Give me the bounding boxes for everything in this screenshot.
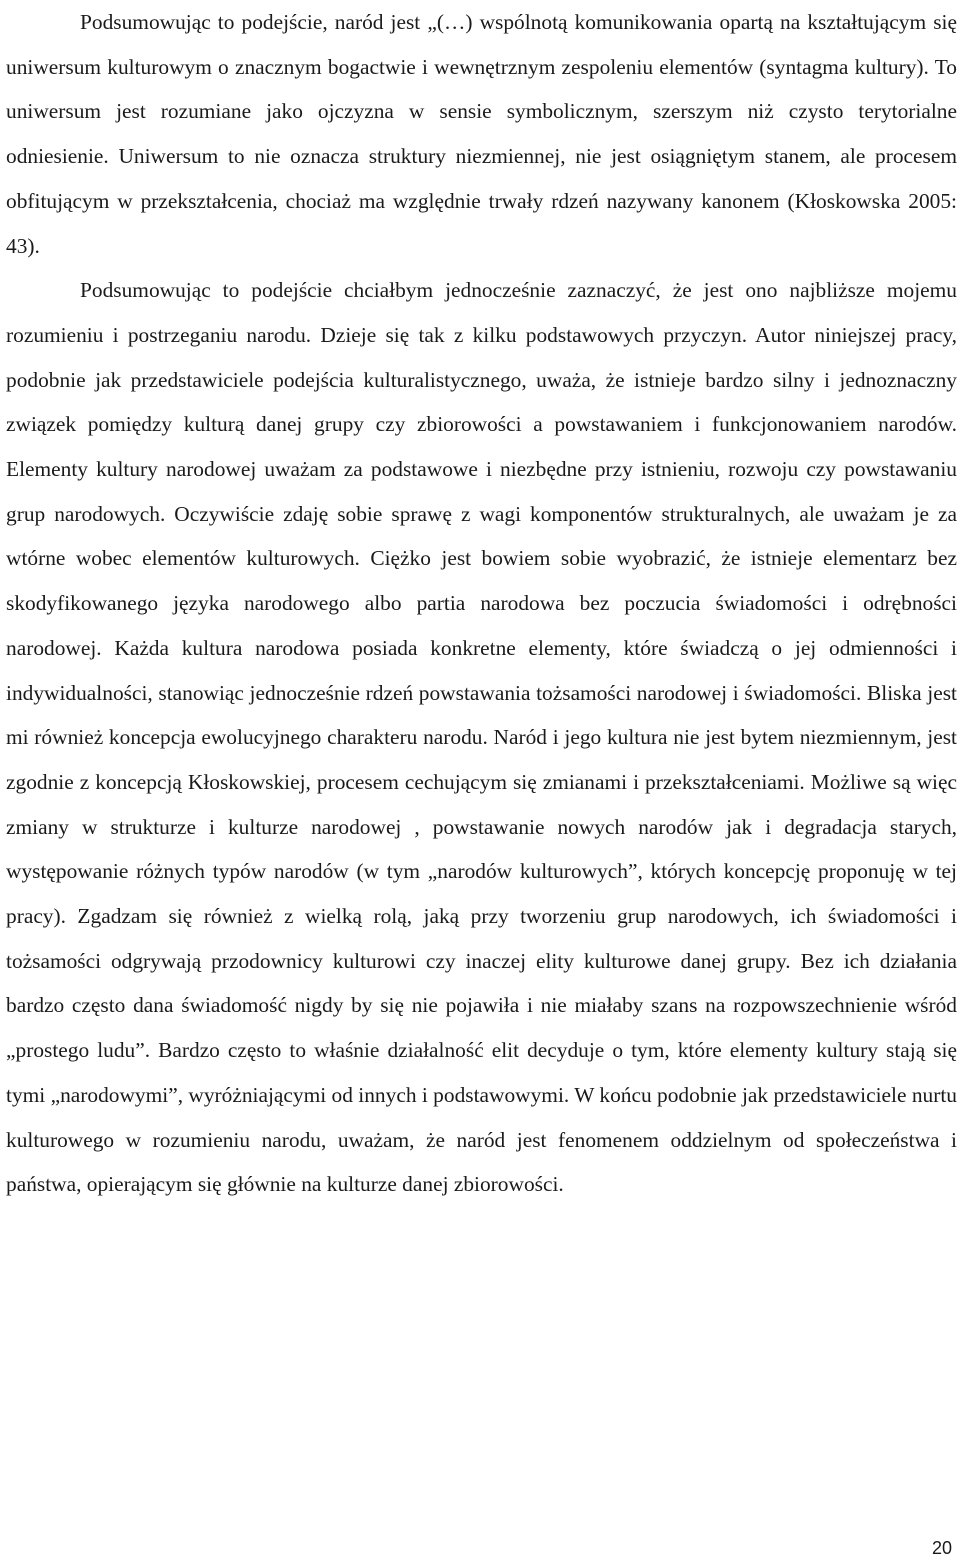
paragraph-2: Podsumowując to podejście chciałbym jednocześnie zaznaczyć, że jest ono najbliższe mojemu rozumieniu i postrzeganiu narodu. Dzieje się tak z kilku podstawowych przyczyn. Autor niniejszej pracy, podobnie jak przedstawiciele podejścia kulturalistycznego, uważa, że istnieje bardzo silny i jednoznaczny związek pomiędzy kulturą danej grupy czy zbiorowości a powstawaniem i funkcjonowaniem narodów. Elementy kultury narodowej uważam za podstawowe i niezbędne przy istnieniu, rozwoju czy powstawaniu grup narodowych. Oczywiście zdaję sobie sprawę z wagi komponentów strukturalnych, ale uważam je za wtórne wobec elementów kulturowych. Ciężko jest bowiem sobie wyobrazić, że istnieje elementarz bez skodyfikowanego języka narodowego albo partia narodowa bez poczucia świadomości i odrębności narodowej. Każda kultura narodowa posiada konkretne elementy, które świadczą o jej odmienności i indywidualności, stanowiąc jednocześnie rdzeń powstawania tożsamości narodowej i świadomości. Bliska jest mi również koncepcja ewolucyjnego charakteru narodu. Naród i jego kultura nie jest bytem niezmiennym, jest zgodnie z koncepcją Kłoskowskiej, procesem cechującym się zmianami i przekształceniami. Możliwe są więc zmiany w strukturze i kulturze narodowej , powstawanie nowych narodów jak i degradacja starych, występowanie różnych typów narodów (w tym „narodów kulturowych”, których koncepcję proponuję w tej pracy). Zgadzam się również z wielką rolą, jaką przy tworzeniu grup narodowych, ich świadomości i tożsamości odgrywają przodownicy kulturowi czy inaczej elity kulturowe danej grupy. Bez ich działania bardzo często dana świadomość nigdy by się nie pojawiła i nie miałaby szans na rozpowszechnienie wśród „prostego ludu”. Bardzo często to właśnie działalność elit decyduje o tym, które elementy kultury stają się tymi „narodowymi”, wyróżniającymi od innych i podstawowymi. W końcu podobnie jak przedstawiciele nurtu kulturowego w rozumieniu narodu, uważam, że naród jest fenomenem oddzielnym od społeczeństwa i państwa, opierającym się głównie na kulturze danej zbiorowości. — [6, 278, 957, 1197]
paragraph-1: Podsumowując to podejście, naród jest „(…) wspólnotą komunikowania opartą na kształtującym się uniwersum kulturowym o znacznym bogactwie i wewnętrznym zespoleniu elementów (syntagma kultury). To uniwersum jest rozumiane jako ojczyzna w sensie symbolicznym, szerszym niż czysto terytorialne odniesienie. Uniwersum to nie oznacza struktury niezmiennej, nie jest osiągniętym stanem, ale procesem obfitującym w przekształcenia, chociaż ma względnie trwały rdzeń nazywany kanonem (Kłoskowska 2005: 43). — [6, 10, 957, 258]
document-page — [6, 0, 957, 1207]
page-number: 20 — [931, 1538, 952, 1558]
